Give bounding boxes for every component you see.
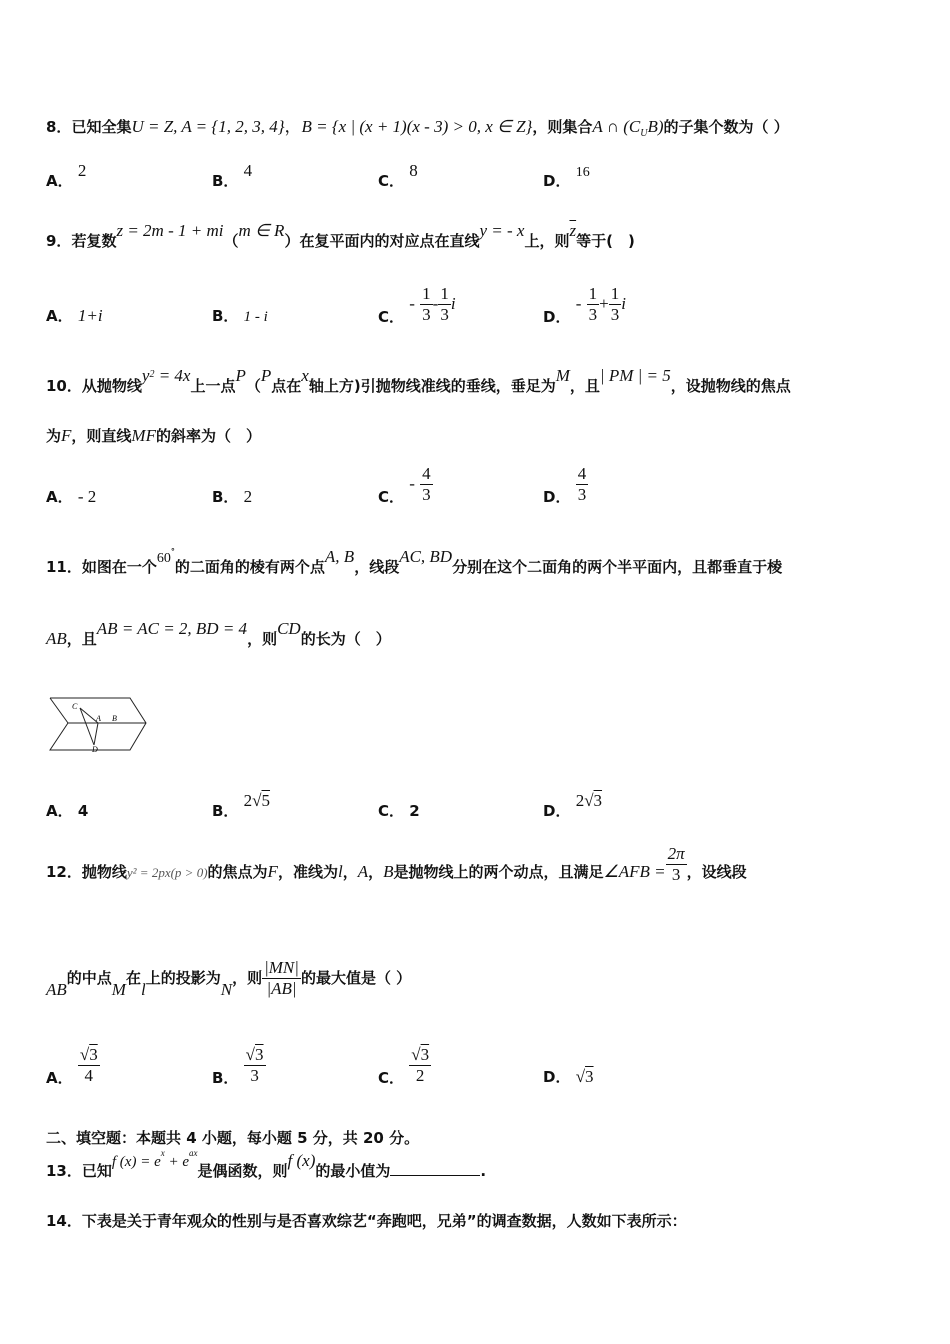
q8-option-d: D． 16 — [543, 165, 590, 190]
q12-option-a: A． $\frac{√3}{4}$ — [46, 1045, 98, 1087]
q8-option-c: C． 8 — [378, 161, 418, 190]
q9-option-b: B． 1 - i — [212, 307, 268, 325]
q9-option-c: C． - $\frac{1}{3}$ - $\frac{1}{3}$ i — [378, 284, 456, 326]
answer-blank[interactable] — [390, 1175, 480, 1176]
question-13: 13．已知f $(x) = e^x + e^{ax}$是偶函数，则f (x)的最小值为 . — [46, 1148, 487, 1180]
q10-option-d: D． $\frac{4}{3}$ — [543, 464, 587, 506]
set-u-a: U = Z, A = {1, 2, 3, 4} — [131, 117, 285, 136]
fig-label-d: D — [92, 745, 98, 754]
question-8: 8．已知全集U = Z, A = {1, 2, 3, 4}，B = {x | (x + 1)(x - 3) > 0, x ∈ Z}，则集合A ∩ $(C_UB)$的子集个数为（ ） — [46, 117, 789, 139]
q8-option-b: B． 4 — [212, 161, 253, 190]
q9-option-a: A． 1+i — [46, 306, 103, 325]
fig-label-c: C — [72, 702, 78, 711]
question-9: 9．若复数z = 2m - 1 + mi（m ∈ R）在复平面内的对应点在直线y = - x上，则$\overline{z}$等于( ) — [46, 221, 635, 250]
question-10-line2: 为F，则直线MF的斜率为（ ） — [46, 426, 261, 445]
q11-option-c: C． 2 — [378, 802, 420, 820]
q11-option-d: D． 2√3 — [543, 791, 603, 820]
set-b: B = {x | (x + 1)(x - 3) > 0, x ∈ Z} — [301, 117, 533, 136]
q12-option-d: D． √3 — [543, 1067, 594, 1086]
dihedral-figure — [46, 695, 150, 755]
fig-label-a: A — [96, 714, 101, 723]
section-fill-in-title: 二、填空题：本题共 4 小题，每小题 5 分，共 20 分。 — [46, 1129, 420, 1147]
question-11: 11．如图在一个60°的二面角的棱有两个点A, B，线段AC, BD分别在这个二面角的两个半平面内，且都垂直于棱 — [46, 547, 783, 576]
q10-option-b: B． 2 — [212, 487, 253, 506]
question-14: 14．下表是关于青年观众的性别与是否喜欢综艺“奔跑吧，兄弟”的调查数据，人数如下表所示： — [46, 1212, 687, 1230]
q8-option-a: A． 2 — [46, 161, 87, 190]
question-10: 10．从抛物线$y^2 = 4x$上一点P（P点在x轴上方)引抛物线准线的垂线，垂足为M，且| PM | = 5，设抛物线的焦点 — [46, 366, 791, 395]
z-bar: $\overline{z}$ — [569, 221, 577, 240]
q10-option-c: C． - $\frac{4}{3}$ — [378, 464, 431, 506]
q11-option-a: A． 4 — [46, 802, 89, 820]
q12-option-b: B． $\frac{√3}{3}$ — [212, 1045, 264, 1087]
question-12: 12．抛物线y² = 2px(p > 0)的焦点为F，准线为l，A，B是抛物线上的两个动点，且满足∠AFB = $\frac{2\pi}{3}$ ，设线段 — [46, 844, 747, 884]
q12-option-c: C． $\frac{√3}{2}$ — [378, 1045, 430, 1087]
question-12-line2: AB的中点M在l上的投影为N，则 $\frac{|MN|}{|AB|}$ 的最大值是（ ） — [46, 958, 412, 999]
question-11-line2: AB，且AB = AC = 2, BD = 4，则CD的长为（ ） — [46, 619, 391, 648]
q9-option-d: D． - $\frac{1}{3}$ + $\frac{1}{3}$ i — [543, 284, 626, 326]
q10-option-a: A． - 2 — [46, 487, 97, 506]
q11-option-b: B． 2√5 — [212, 791, 271, 820]
fig-label-b: B — [112, 714, 117, 723]
